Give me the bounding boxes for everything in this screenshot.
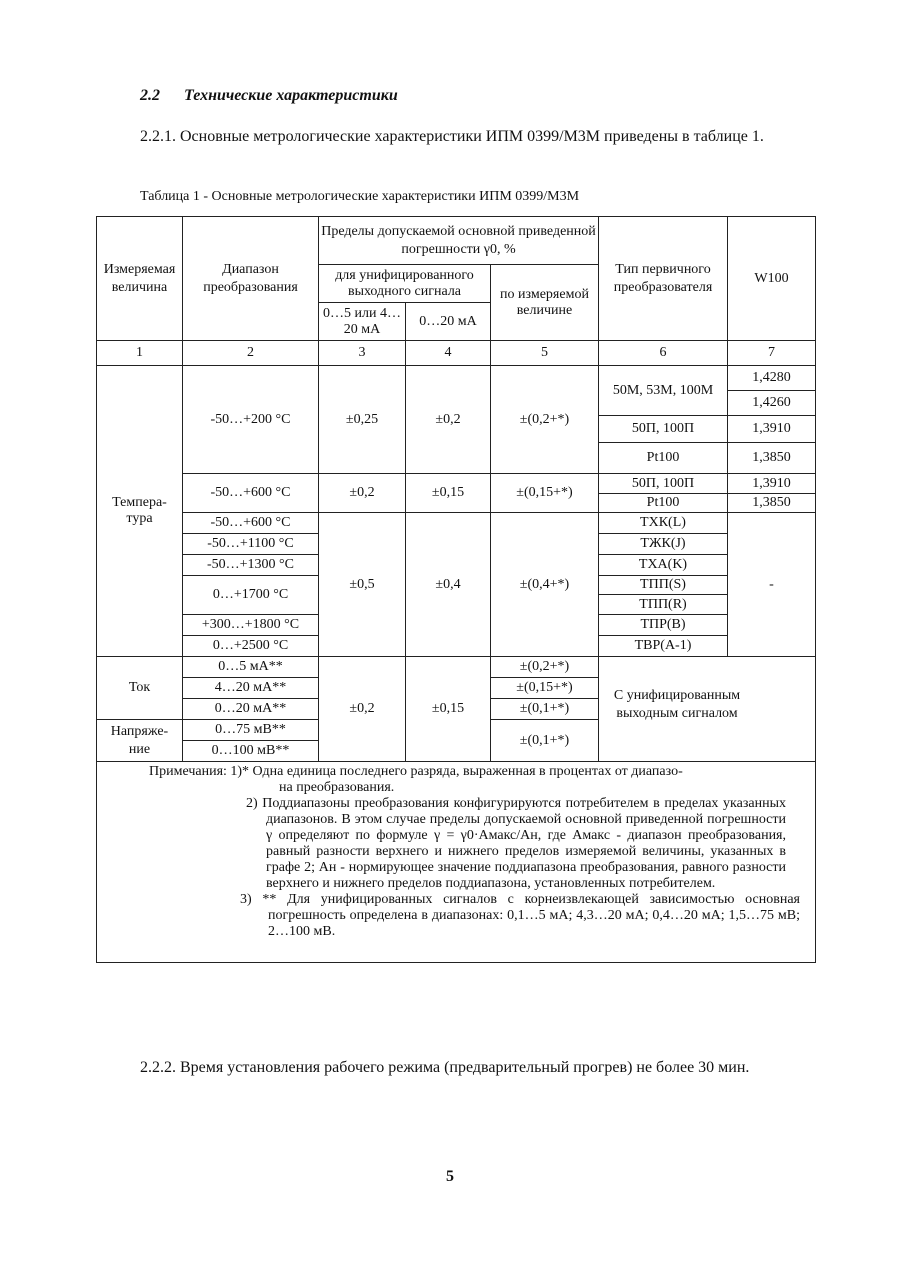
limit-cell: ±(0,4+*) — [491, 513, 599, 657]
limit-cell: ±(0,15+*) — [491, 474, 599, 513]
range-cell: -50…+1300 °С — [183, 555, 319, 576]
limit-cell: ±0,4 — [406, 513, 491, 657]
hdr-unified-1: 0…5 или 4…20 мА — [319, 303, 406, 341]
hdr-measured: Измеряемая величина — [97, 217, 183, 341]
limit-cell: ±0,25 — [319, 366, 406, 474]
note-1-lead: Примечания: 1)* Одна единица последнего разряда, выраженная в процентах от диапазо- — [149, 764, 683, 779]
limit-cell: ±0,15 — [406, 657, 491, 762]
section-title: Технические характеристики — [184, 87, 398, 104]
voltage-label: Напряже-ние — [97, 720, 183, 762]
metrology-table — [96, 216, 816, 963]
limit-cell: ±(0,15+*) — [491, 678, 599, 699]
range-cell: 0…+1700 °С — [183, 576, 319, 615]
sensor-cell: 50М, 53М, 100М — [599, 366, 728, 416]
limit-cell: ±(0,2+*) — [491, 657, 599, 678]
paragraph-2-2-1: 2.2.1. Основные метрологические характеристики ИПМ 0399/М3М приведены в таблице 1. — [140, 128, 764, 145]
range-cell: +300…+1800 °С — [183, 615, 319, 636]
range-cell: -50…+1100 °С — [183, 534, 319, 555]
sensor-cell: ТХА(K) — [599, 555, 728, 576]
hdr-unified-2: 0…20 мА — [406, 303, 491, 341]
section-number: 2.2 — [140, 87, 160, 104]
w100-cell: 1,3850 — [728, 443, 816, 474]
w100-cell: 1,3850 — [728, 494, 816, 513]
range-cell: 0…5 мА** — [183, 657, 319, 678]
hdr-unified: для унифицированного выходного сигнала — [319, 265, 491, 303]
sensor-cell: 50П, 100П — [599, 474, 728, 494]
sensor-cell: ТПР(B) — [599, 615, 728, 636]
sensor-cell: ТХК(L) — [599, 513, 728, 534]
note-2 — [246, 796, 786, 892]
limit-cell: ±(0,1+*) — [491, 699, 599, 720]
page-number: 5 — [446, 1168, 454, 1185]
range-cell: -50…+200 °С — [183, 366, 319, 474]
limit-cell: ±0,2 — [319, 657, 406, 762]
unified-sensor-cell: С унифицированным выходным сигналом — [599, 657, 816, 762]
w100-cell: 1,3910 — [728, 474, 816, 494]
range-cell: 0…20 мА** — [183, 699, 319, 720]
note-2-text: 2) Поддиапазоны преобразования конфигурируются потребителем в пределах указанных диапазонов. В этом случае пределы допускаемой основной приведенной погрешности γ определяют по формуле γ = γ0·Амакс/Ан, где Амакс - диапазон преобразования, равный разности верхнего и нижнего пределов измеряемой величины, указанных в графе 2; Ан - нормирующее значение поддиапазона преобразования, равного разности верхнего и нижнего пределов поддиапазона, установленных потребителем. — [246, 796, 786, 891]
limit-cell: ±0,2 — [319, 474, 406, 513]
sensor-cell: ТВР(А-1) — [599, 636, 728, 657]
paragraph-2-2-2: 2.2.2. Время установления рабочего режима (предварительный прогрев) не более 30 мин. — [140, 1059, 750, 1076]
colnum: 5 — [491, 341, 599, 366]
range-cell: 0…+2500 °С — [183, 636, 319, 657]
sensor-cell: Pt100 — [599, 443, 728, 474]
note-1 — [149, 764, 815, 796]
limit-cell: ±(0,1+*) — [491, 720, 599, 762]
w100-cell: 1,4280 — [728, 366, 816, 391]
section-heading — [140, 87, 398, 105]
range-cell: 0…75 мВ** — [183, 720, 319, 741]
limit-cell: ±(0,2+*) — [491, 366, 599, 474]
table-caption: Таблица 1 - Основные метрологические характеристики ИПМ 0399/М3М — [140, 189, 580, 204]
colnum: 7 — [728, 341, 816, 366]
note-3-text: 3) ** Для унифицированных сигналов с корнеизвлекающей зависимостью основная погрешность определена в диапазонах: 0,1…5 мА; 4,3…20 мА; 0,4…20 мА; 1,5…75 мВ; 2…100 мВ. — [240, 892, 800, 939]
sensor-cell: ТПП(S) — [599, 576, 728, 595]
hdr-w100: W100 — [728, 217, 816, 341]
note-3 — [240, 892, 800, 940]
w100-cell: 1,4260 — [728, 391, 816, 416]
colnum: 6 — [599, 341, 728, 366]
colnum: 3 — [319, 341, 406, 366]
hdr-by-measured: по измеряемой величине — [491, 265, 599, 341]
sensor-cell: ТЖК(J) — [599, 534, 728, 555]
current-label: Ток — [97, 657, 183, 720]
range-cell: -50…+600 °С — [183, 513, 319, 534]
note-1-cont: на преобразования. — [279, 780, 395, 795]
range-cell: 0…100 мВ** — [183, 741, 319, 762]
limit-cell: ±0,15 — [406, 474, 491, 513]
hdr-sensor: Тип первичного преобразователя — [599, 217, 728, 341]
sensor-cell: Pt100 — [599, 494, 728, 513]
temp-label: Темпера-тура — [97, 366, 183, 657]
range-cell: -50…+600 °С — [183, 474, 319, 513]
range-cell: 4…20 мА** — [183, 678, 319, 699]
sensor-cell: ТПП(R) — [599, 595, 728, 615]
table-notes — [97, 762, 816, 963]
sensor-cell: 50П, 100П — [599, 416, 728, 443]
w100-cell: 1,3910 — [728, 416, 816, 443]
limit-cell: ±0,2 — [406, 366, 491, 474]
colnum: 2 — [183, 341, 319, 366]
w100-cell: - — [728, 513, 816, 657]
hdr-range: Диапазон преобразования — [183, 217, 319, 341]
colnum: 4 — [406, 341, 491, 366]
limit-cell: ±0,5 — [319, 513, 406, 657]
colnum: 1 — [97, 341, 183, 366]
hdr-limits: Пределы допускаемой основной приведенной погрешности γ0, % — [319, 217, 599, 265]
